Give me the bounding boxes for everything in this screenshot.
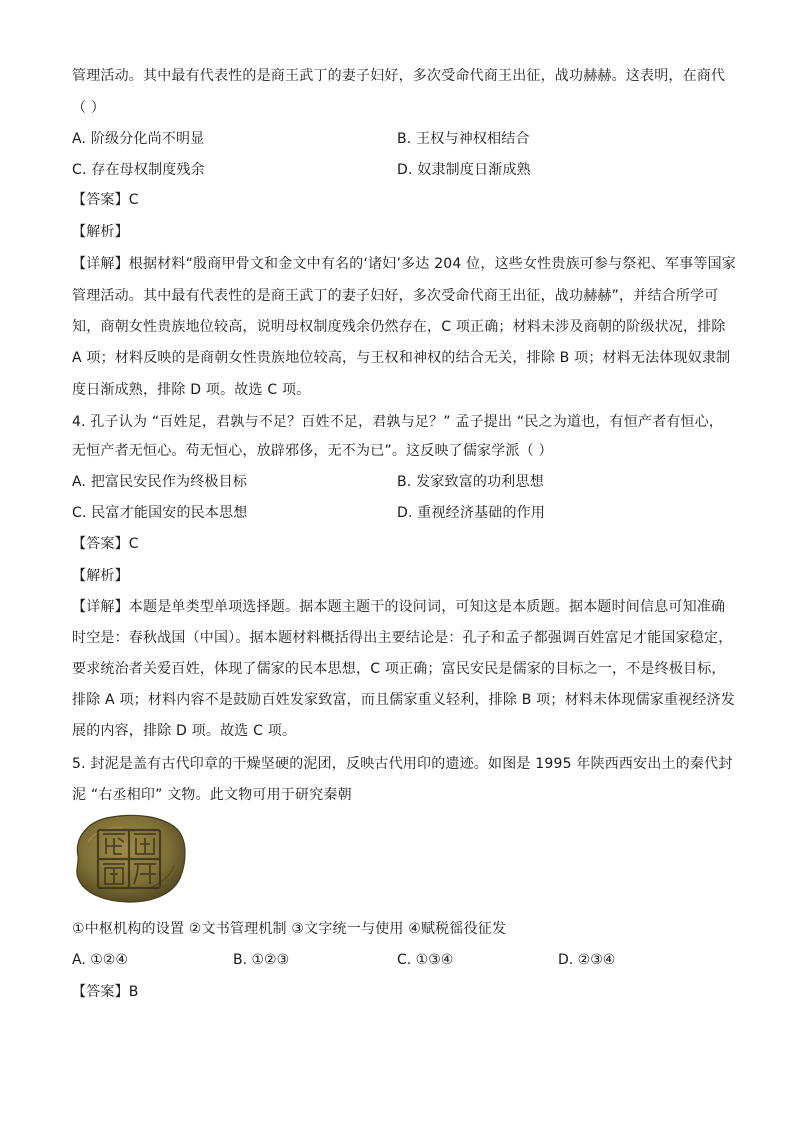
q4-detail-line: 要求统治者关爱百姓，体现了儒家的民本思想，C 项正确；富民安民是儒家的目标之一，不是终极目标，	[72, 661, 726, 677]
q5-option-a: A. ①②④	[72, 952, 128, 968]
q4-option-b: B. 发家致富的功利思想	[397, 474, 544, 490]
q5-statement-items: ①中枢机构的设置 ②文书管理机制 ③文字统一与使用 ④赋税徭役征发	[72, 921, 507, 937]
q4-stem-line-2: 无恒产者无恒心。苟无恒心，放辟邪侈，无不为已”。这反映了儒家学派（ ）	[72, 443, 553, 459]
q3-option-d: D. 奴隶制度日渐成熟	[397, 162, 531, 178]
q5-answer: 【答案】B	[72, 984, 139, 1000]
q3-answer: 【答案】C	[72, 192, 139, 208]
q3-detail-line: 知，商朝女性贵族地位较高，说明母权制度残余仍然存在，C 项正确；材料未涉及商朝的阶级状况，排除	[72, 319, 726, 335]
q4-analysis-label: 【解析】	[72, 568, 129, 584]
q3-detail-line: 【详解】根据材料“殷商甲骨文和金文中有名的‘诸妇’多达 204 位，这些女性贵族可参与祭祀、军事等国家	[72, 256, 736, 272]
clay-seal-image	[70, 812, 188, 904]
q5-option-b: B. ①②③	[233, 952, 290, 968]
q4-stem-line-1: 4. 孔子认为 “百姓足，君孰与不足？百姓不足，君孰与足？” 孟子提出 “民之为道也，有恒产者有恒心，	[72, 414, 724, 430]
q4-detail-line: 展的内容，排除 D 项。故选 C 项。	[72, 723, 297, 739]
q3-stem-line-1: 管理活动。其中最有代表性的是商王武丁的妻子妇好，多次受命代商王出征，战功赫赫。这表明，在商代	[72, 68, 726, 84]
q5-stem-line-1: 5. 封泥是盖有古代印章的干燥坚硬的泥团，反映古代用印的遗迹。如图是 1995 年陕西西安出土的秦代封	[72, 756, 733, 772]
q4-option-d: D. 重视经济基础的作用	[397, 505, 546, 521]
q4-detail-line: 时空是：春秋战国（中国）。据本题材料概括得出主要结论是：孔子和孟子都强调百姓富足才能国家稳定，	[72, 630, 733, 646]
q5-stem-line-2: 泥 “右丞相印” 文物。此文物可用于研究秦朝	[72, 787, 352, 803]
q3-option-c: C. 存在母权制度残余	[72, 162, 205, 178]
q3-detail-line: 管理活动。其中最有代表性的是商王武丁的妻子妇好，多次受命代商王出征，战功赫赫”，并结合所学可	[72, 288, 719, 304]
q3-stem-line-2: （ ）	[72, 100, 106, 116]
q5-option-d: D. ②③④	[558, 952, 616, 968]
q5-option-c: C. ①③④	[397, 952, 454, 968]
q4-answer: 【答案】C	[72, 536, 139, 552]
q4-option-c: C. 民富才能国安的民本思想	[72, 505, 248, 521]
q3-detail-line: A 项；材料反映的是商朝女性贵族地位较高，与王权和神权的结合无关，排除 B 项；材料无法体现奴隶制	[72, 350, 731, 366]
q3-option-a: A. 阶级分化尚不明显	[72, 131, 205, 147]
q4-detail-line: 【详解】本题是单类型单项选择题。据本题主题干的设问词，可知这是本质题。据本题时间信息可知准确	[72, 599, 726, 615]
q4-detail-line: 排除 A 项；材料内容不是鼓励百姓发家致富，而且儒家重义轻利，排除 B 项；材料未体现儒家重视经济发	[72, 692, 735, 708]
q3-detail-line: 度日渐成熟，排除 D 项。故选 C 项。	[72, 382, 311, 398]
q3-option-b: B. 王权与神权相结合	[397, 131, 530, 147]
q4-option-a: A. 把富民安民作为终极目标	[72, 474, 248, 490]
q3-analysis-label: 【解析】	[72, 224, 129, 240]
